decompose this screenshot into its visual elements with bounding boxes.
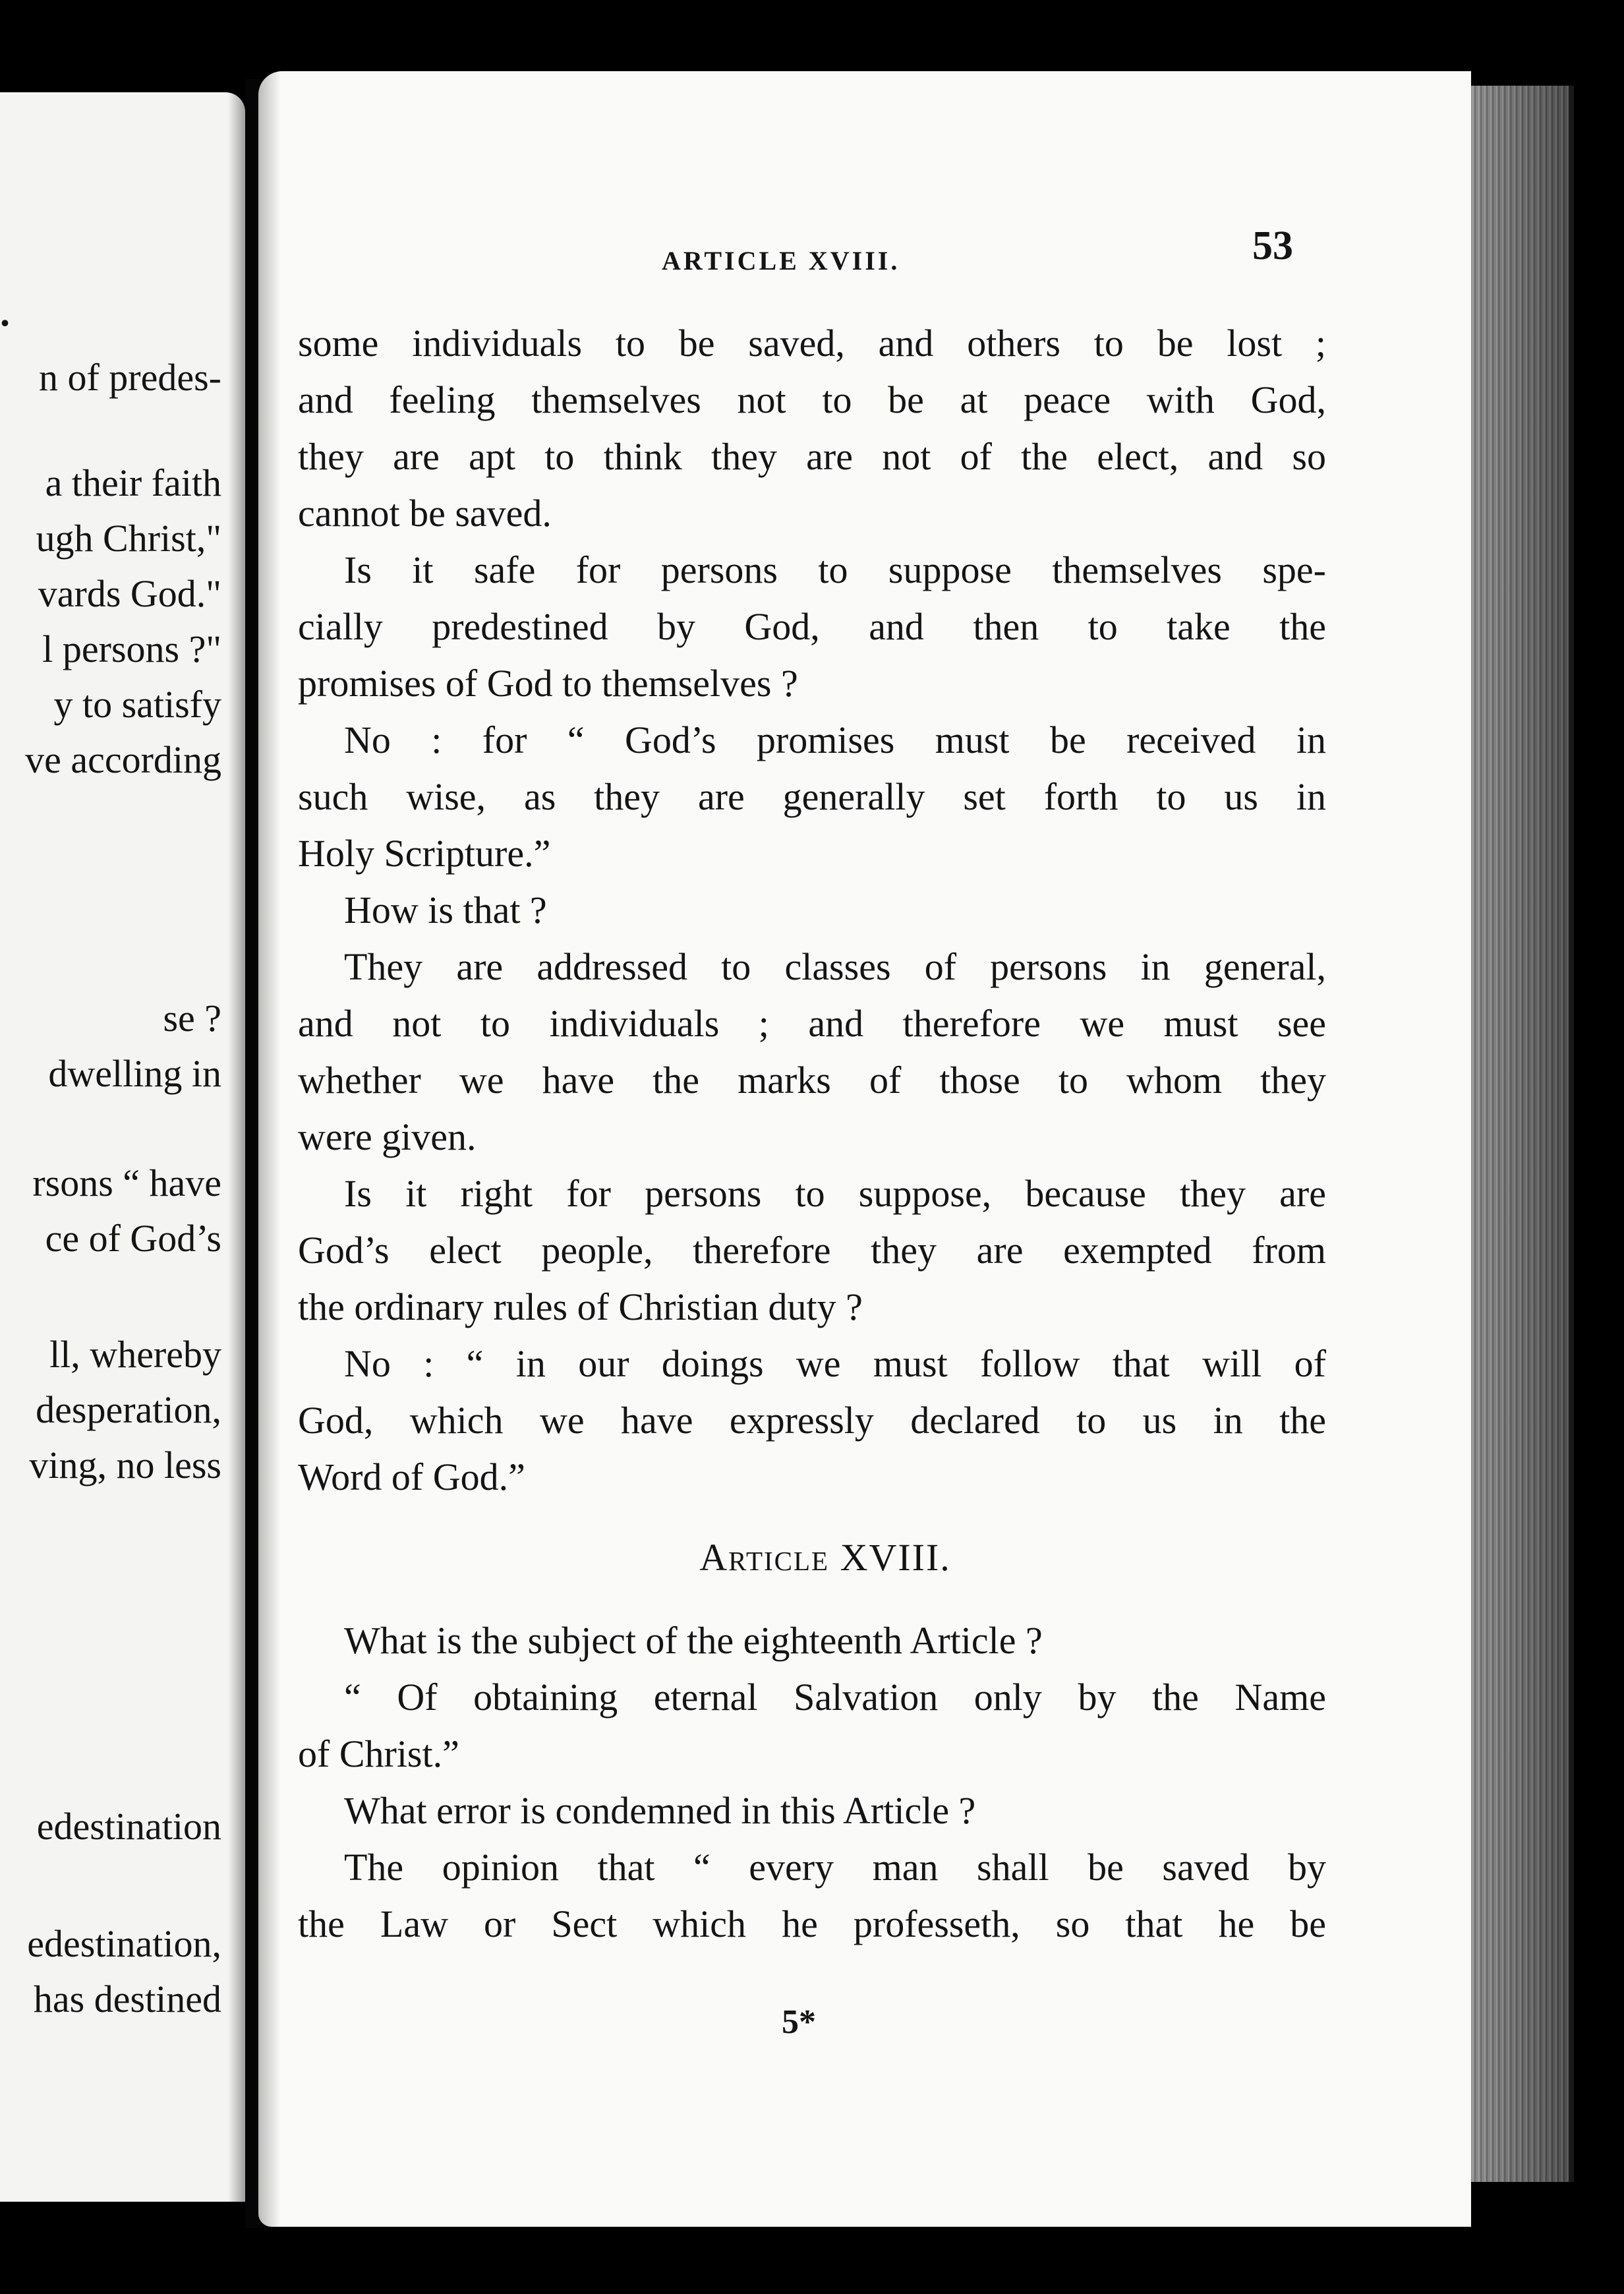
left-line: l persons ?" [42, 628, 221, 670]
text-line: Is it right for persons to suppose, because they are [344, 1172, 1326, 1215]
left-line: ving, no less [29, 1444, 221, 1486]
text-line: They are addressed to classes of persons in general, [344, 945, 1326, 988]
text-line: some individuals to be saved, and others to be lost ; [298, 322, 1326, 365]
left-line: ce of God’s [45, 1217, 221, 1260]
text-line: How is that ? [344, 889, 547, 931]
left-line: edestination, [27, 1922, 221, 1965]
left-line: ve according [25, 738, 221, 781]
text-line: were given. [298, 1115, 477, 1158]
left-line: ugh Christ," [36, 517, 221, 560]
left-line: vards God." [38, 572, 221, 615]
text-line: What error is condemned in this Article ? [344, 1789, 976, 1832]
page-number: 53 [1252, 223, 1293, 268]
left-line: edestination [36, 1805, 221, 1848]
text-line: Is it safe for persons to suppose themselves spe- [344, 548, 1326, 591]
left-page-mark: . [0, 291, 10, 334]
text-line: cannot be saved. [298, 492, 552, 535]
body-text [298, 315, 1326, 1953]
text-line: cially predestined by God, and then to take the [298, 605, 1326, 648]
text-line: God, which we have expressly declared to us in the [298, 1399, 1326, 1442]
running-head: ARTICLE XVIII. [662, 246, 900, 276]
text-line: of Christ.” [298, 1732, 459, 1775]
left-line: a their faith [45, 461, 221, 504]
text-line: such wise, as they are generally set forth to us in [298, 775, 1326, 818]
left-line: y to satisfy [53, 683, 221, 726]
text-line: God’s elect people, therefore they are exempted from [298, 1229, 1326, 1272]
left-line: has destined [33, 1978, 221, 2020]
article-heading: Article XVIII. [699, 1536, 951, 1579]
text-line: and feeling themselves not to be at peace with God, [298, 378, 1326, 421]
text-line: “ Of obtaining eternal Salvation only by the Name [344, 1676, 1326, 1719]
left-page-fragment [0, 92, 245, 2202]
right-gutter-shadow [258, 71, 281, 2227]
text-line: whether we have the marks of those to whom they [298, 1059, 1326, 1102]
text-line: the Law or Sect which he professeth, so that he be [298, 1902, 1326, 1945]
left-line: ll, whereby [49, 1333, 221, 1376]
text-line: The opinion that “ every man shall be saved by [344, 1846, 1326, 1889]
left-gutter-shadow [228, 92, 245, 2202]
text-line: the ordinary rules of Christian duty ? [298, 1285, 863, 1328]
page-block-edge-shade [1471, 86, 1569, 2182]
text-line: and not to individuals ; and therefore we must see [298, 1002, 1326, 1045]
text-line: promises of God to themselves ? [298, 662, 798, 705]
text-line: What is the subject of the eighteenth Article ? [344, 1619, 1043, 1662]
text-line: they are apt to think they are not of the elect, and so [298, 435, 1326, 478]
left-line: se ? [163, 997, 221, 1040]
left-line: rsons “ have [32, 1162, 221, 1204]
text-line: Word of God.” [298, 1456, 525, 1498]
text-line: Holy Scripture.” [298, 832, 551, 875]
text-line: No : for “ God’s promises must be received in [344, 719, 1326, 761]
text-line: No : “ in our doings we must follow that will of [344, 1342, 1326, 1385]
signature-mark: 5* [782, 2003, 816, 2041]
left-line: desperation, [36, 1388, 221, 1431]
left-line: n of predes- [38, 356, 221, 399]
left-line: dwelling in [48, 1052, 221, 1095]
